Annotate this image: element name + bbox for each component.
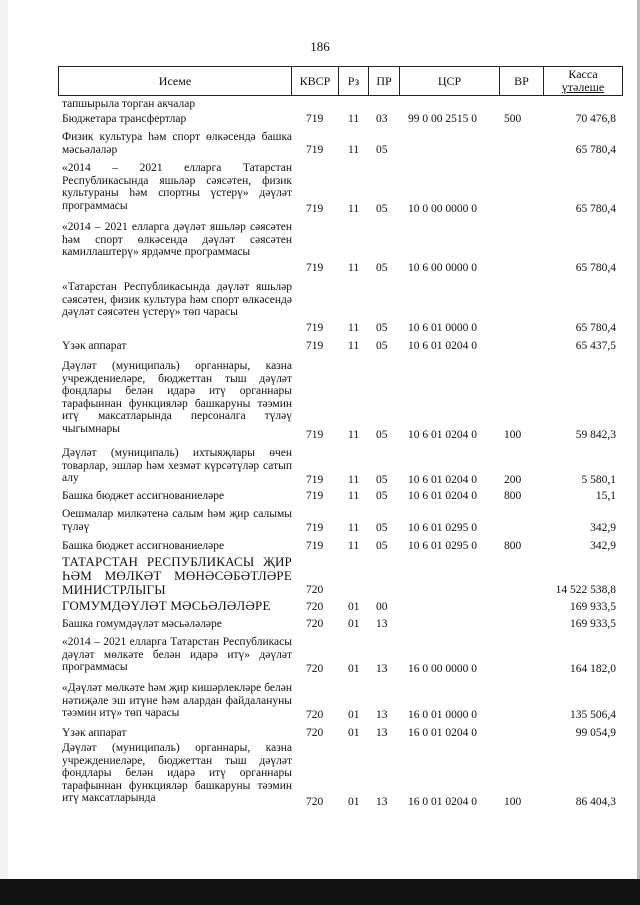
row-sum: 99 054,9 [575,727,616,740]
row-kvsr: 720 [306,584,324,597]
scan-edge [0,0,8,905]
row-name: «2014 – 2021 елларга Татарстан Республикасында яшьләр сәясәтен, физик культураны һәм спортны үстерү» дәүләт программасы [62,162,292,212]
row-name: Үзәк аппарат [62,727,127,739]
row-kvsr: 719 [306,522,324,535]
row-csr: 16 0 01 0000 0 [408,709,477,722]
row-name: ТАТАРСТАН РЕСПУБЛИКАСЫ ҖИР ҺӘМ МӨЛКӘТ МӨНӘСӘБӘТЛӘРЕ МИНИСТРЛЫГЫ [62,554,292,597]
table-row [62,727,618,740]
row-vr: 100 [504,429,522,442]
row-rz: 11 [348,340,360,353]
row-rz: 11 [348,474,360,487]
row-name: «Татарстан Республикасында дәүләт яшьләр сәясәтен, физик культура һәм спорт өлкәсендә дәүләт сәясәтен үстерү» төп чарасы [62,281,292,319]
table-row [62,98,618,111]
row-name: «2014 – 2021 елларга дәүләт яшьләр сәясәтен һәм спорт өлкәсендә дәүләт сәясәтен камиллаштерү» ярдәмче программасы [62,221,292,259]
row-kvsr: 720 [306,618,324,631]
table-row [62,162,618,216]
row-kvsr: 719 [306,203,324,216]
row-sum: 65 780,4 [575,203,616,216]
row-pr: 13 [376,796,388,809]
row-vr: 800 [504,540,522,553]
col-header-kassa-line2: үтәлеше [561,80,605,94]
row-rz: 11 [348,490,360,503]
row-sum: 342,9 [590,540,616,553]
row-sum: 65 780,4 [575,144,616,157]
row-pr: 05 [376,262,388,275]
row-kvsr: 719 [306,490,324,503]
row-csr: 10 6 01 0204 0 [408,340,477,353]
row-csr: 10 6 01 0295 0 [408,540,477,553]
row-sum: 5 580,1 [581,474,616,487]
row-pr: 13 [376,709,388,722]
row-kvsr: 719 [306,322,324,335]
row-sum: 164 182,0 [570,663,616,676]
table-row [62,540,618,553]
row-pr: 05 [376,322,388,335]
row-pr: 05 [376,340,388,353]
row-name: Башка бюджет ассигнованиеләре [62,540,225,552]
row-name: Башка бюджет ассигнованиеләре [62,490,225,502]
row-name: Үзәк аппарат [62,340,127,352]
row-csr: 16 0 01 0204 0 [408,796,477,809]
col-header-kassa [544,67,622,95]
row-name: Оешмалар милкәтенә салым һәм җир салымы түләү [62,508,292,533]
row-csr: 16 0 01 0204 0 [408,727,477,740]
row-kvsr: 719 [306,144,324,157]
row-csr: 10 6 01 0204 0 [408,474,477,487]
row-kvsr: 720 [306,709,324,722]
table-row [62,742,618,809]
row-kvsr: 719 [306,474,324,487]
row-csr: 10 6 01 0204 0 [408,490,477,503]
table-row [62,618,618,631]
table-row [62,340,618,353]
row-csr: 10 6 01 0295 0 [408,522,477,535]
row-pr: 13 [376,663,388,676]
table-row [62,281,618,335]
row-sum: 169 933,5 [570,601,616,614]
row-pr: 05 [376,490,388,503]
table-row [62,221,618,275]
row-rz: 11 [348,262,360,275]
col-header-vr: ВР [500,67,544,95]
row-kvsr: 719 [306,340,324,353]
row-kvsr: 719 [306,262,324,275]
row-sum: 65 780,4 [575,262,616,275]
row-name: Бюджетара трансфертлар [62,113,187,125]
row-name: «Дәүләт мөлкәте һәм җир кишәрлекләре белән нәтиҗәле эш итүне һәм алардан файдалануны тәэмин итү» төп чарасы [62,682,292,720]
row-sum: 169 933,5 [570,618,616,631]
row-pr: 05 [376,474,388,487]
row-rz: 11 [348,144,360,157]
table-row [62,508,618,535]
row-sum: 59 842,3 [575,429,616,442]
row-pr: 13 [376,727,388,740]
row-sum: 86 404,3 [575,796,616,809]
col-header-csr: ЦСР [400,67,500,95]
row-rz: 11 [348,203,360,216]
row-rz: 11 [348,540,360,553]
row-csr: 16 0 00 0000 0 [408,663,477,676]
table-row [62,682,618,722]
row-vr: 800 [504,490,522,503]
row-csr: 99 0 00 2515 0 [408,113,477,126]
table-row [62,599,618,614]
row-name: Дәүләт (муниципаль) органнары, казна учреждениеләре, бюджеттан тыш дәүләт фондлары белән идарә итү органнары тарафыннан функцияләр башкаруны тәэмин итү максатларында персоналга түләү чыгымнары [62,360,292,435]
row-vr: 100 [504,796,522,809]
row-kvsr: 720 [306,601,324,614]
col-header-name: Исеме [59,67,292,95]
row-sum: 15,1 [595,490,616,503]
row-name: «2014 – 2021 елларга Татарстан Республикасы дәүләт мөлкәте белән идарә итү» дәүләт программасы [62,636,292,674]
row-name: Дәүләт (муниципаль) органнары, казна учреждениеләре, бюджеттан тыш дәүләт фондлары белән идарә итү органнары тарафыннан функцияләр башкаруны тәэмин итү максатларында [62,742,292,805]
row-kvsr: 719 [306,540,324,553]
row-rz: 01 [348,601,360,614]
row-pr: 00 [376,601,388,614]
row-kvsr: 720 [306,727,324,740]
table-row [62,490,618,503]
scan-bottom-border [0,879,640,905]
row-name: ГОМУМДӘҮЛӘТ МӘСЬӘЛӘЛӘРЕ [62,598,271,613]
col-header-kassa-line1: Касса [568,67,598,81]
row-sum: 65 780,4 [575,322,616,335]
table-row [62,447,618,487]
row-pr: 05 [376,144,388,157]
row-pr: 13 [376,618,388,631]
row-csr: 10 0 00 0000 0 [408,203,477,216]
row-csr: 10 6 01 0000 0 [408,322,477,335]
col-header-kvsr: КВСР [292,67,339,95]
col-header-rz: Рз [339,67,369,95]
row-sum: 65 437,5 [575,340,616,353]
row-rz: 01 [348,796,360,809]
row-kvsr: 720 [306,663,324,676]
row-pr: 05 [376,540,388,553]
row-vr: 200 [504,474,522,487]
row-pr: 03 [376,113,388,126]
table-row [62,360,618,442]
row-rz: 01 [348,709,360,722]
row-name: Дәүләт (муниципаль) ихтыяҗлары өчен товарлар, эшләр һәм хезмәт күрсәтүләр сатып алу [62,447,292,485]
row-name: Физик культура һәм спорт өлкәсендә башка мәсьәләләр [62,131,292,156]
row-rz: 11 [348,522,360,535]
row-rz: 11 [348,113,360,126]
row-kvsr: 720 [306,796,324,809]
table-header [58,66,623,96]
col-header-pr: ПР [369,67,400,95]
row-rz: 01 [348,727,360,740]
table-row [62,113,618,126]
row-sum: 135 506,4 [570,709,616,722]
row-sum: 14 522 538,8 [555,584,616,597]
row-kvsr: 719 [306,113,324,126]
table-row [62,555,618,597]
row-vr: 500 [504,113,522,126]
row-pr: 05 [376,429,388,442]
row-rz: 01 [348,618,360,631]
row-sum: 70 476,8 [575,113,616,126]
row-rz: 11 [348,429,360,442]
row-rz: 11 [348,322,360,335]
table-row [62,636,618,676]
row-name: тапшырыла торган акчалар [62,98,196,110]
row-rz: 01 [348,663,360,676]
row-csr: 10 6 01 0204 0 [408,429,477,442]
row-name: Башка гомумдәүләт мәсьәләләре [62,618,222,630]
row-pr: 05 [376,203,388,216]
page-number: 186 [310,39,330,54]
row-kvsr: 719 [306,429,324,442]
row-csr: 10 6 00 0000 0 [408,262,477,275]
table-row [62,131,618,157]
row-pr: 05 [376,522,388,535]
row-sum: 342,9 [590,522,616,535]
